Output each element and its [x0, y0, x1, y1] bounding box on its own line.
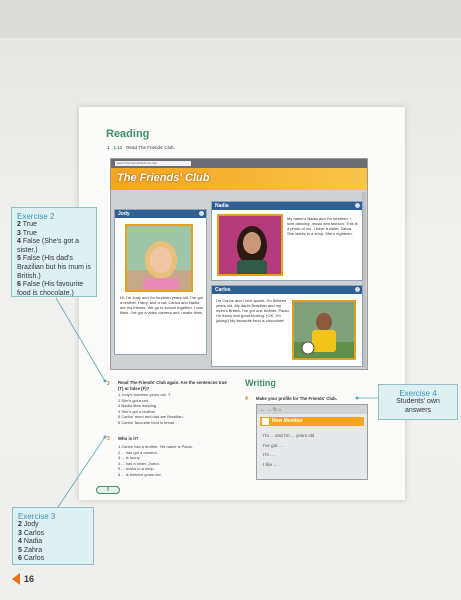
exercise-2-item: 4 She's got a brother. — [118, 408, 156, 414]
jody-text: Hi. I'm Jody and I'm fourteen years old. I've got a brother, Harry, and a cat. Carlos and Nadia are my friends. We go to school together. I love films. I've got a video camera and I make films. — [120, 295, 204, 315]
exercise-3-item: 6 ... is thirteen years old. — [118, 471, 162, 477]
exercise-3-item: 2 ... has got a camera. — [118, 449, 158, 455]
new-member-header — [260, 417, 364, 426]
card-dot-icon — [355, 203, 360, 208]
avatar-icon — [262, 418, 269, 425]
callout-list-exercise-3 — [18, 521, 88, 564]
exercise-2-item: 1 Jody's fourteen years old. T — [118, 392, 171, 397]
answer-callout-exercise-4 — [378, 384, 458, 420]
answer-callout-exercise-2 — [11, 207, 97, 297]
top-strip — [0, 0, 461, 38]
nadia-text: My name's Nadia and I'm fourteen. I love dancing, music and fashion. This is a photo of me. I have a sister, Zahra. She works in a shop. She's eighteen. — [287, 216, 358, 236]
new-member-label: New Member — [272, 418, 303, 424]
card-header-nadia — [212, 202, 362, 210]
browser-bar — [111, 159, 367, 168]
callout-body-exercise-4: Students' own answers — [396, 398, 440, 414]
exercise-3-item: 4 ... has a sister, Zahra. — [118, 460, 160, 466]
exercise-2-item: 2 She's got a pet. — [118, 397, 150, 403]
exercise-2-item: 3 Nadia likes dancing. — [118, 403, 158, 409]
profile-form-lines — [263, 431, 359, 469]
card-header-carlos — [212, 286, 362, 294]
task-1 — [107, 145, 175, 150]
profile-card-nadia — [211, 201, 363, 281]
callout-item: 3 True — [17, 229, 37, 237]
friends-club-website — [110, 158, 368, 370]
callout-item: 3 Carlos — [18, 529, 45, 537]
task-1-number: 1 — [107, 145, 110, 150]
callout-item: 4 Nadia — [18, 538, 43, 546]
exercise-3-instruction: Who is it? — [118, 436, 139, 441]
exercise-4-number: 4 — [245, 396, 248, 402]
card-name-carlos: Carlos — [215, 287, 231, 293]
carlos-photo — [292, 300, 356, 360]
page-number: 16 — [24, 574, 35, 584]
exercise-2-number: 2 — [107, 381, 110, 387]
callout-list-exercise-2 — [17, 221, 91, 298]
callout-item: 2 Jody — [18, 521, 39, 528]
exercise-3-list — [118, 444, 193, 478]
card-name-nadia: Nadia — [215, 203, 229, 209]
exercise-3-item: 1 Carlos has a brother. His name is Paolo. — [118, 444, 193, 449]
exercise-2-list — [118, 392, 184, 426]
task-1-instruction: Read The Friends' Club. — [126, 145, 175, 150]
profile-line[interactable]: I like ... . — [263, 461, 280, 467]
profile-form-window — [256, 404, 368, 480]
callout-item: 6 Carlos — [18, 555, 45, 563]
profile-card-jody — [114, 209, 207, 355]
callout-item: 5 Zahra — [18, 546, 43, 554]
exercise-3-item: 3 ... is funny. — [118, 455, 141, 461]
exercise-3-number: 3 — [107, 436, 110, 442]
exercise-3-item: 5 ... works in a shop. — [118, 466, 155, 472]
callout-title-exercise-4: Exercise 4 — [399, 389, 437, 398]
exercise-2-item: 6 Carlos' favourite food is bread. — [118, 419, 176, 425]
exercise-4-instruction: Make your profile for The Friends' Club. — [256, 396, 338, 401]
callout-item: 4 False (She's got a sister.) — [17, 238, 80, 254]
callout-item: 5 False (His dad's Brazilian but his mum is British.) — [17, 255, 91, 280]
answer-callout-exercise-3 — [12, 507, 94, 565]
callout-title-exercise-3: Exercise 3 — [18, 512, 56, 521]
card-dot-icon — [355, 287, 360, 292]
carlos-text: I'm Carlos and I love sports. I'm thirteen years old. My dad's Brazilian and my mum's British. I've got one brother, Paolo. I'm funny and good-looking. (OK, I'm joking!) My favourite food is chocolate! — [216, 298, 290, 323]
callout-item: 6 False (His favourite food is chocolate.) — [17, 281, 84, 297]
profile-browser-bar — [257, 405, 367, 414]
callout-title-exercise-2: Exercise 2 — [17, 212, 55, 221]
profile-line[interactable]: I'm ... and I'm ... years old. — [263, 433, 316, 438]
profile-line[interactable]: I've got ... . — [263, 442, 285, 448]
card-name-jody: Jody — [118, 211, 130, 217]
jody-photo — [125, 224, 193, 292]
exercise-2-instruction: Read The Friends' Club again. Are the sentences true (T) or false (F)? — [118, 380, 227, 391]
writing-heading: Writing — [245, 378, 276, 388]
page-nav-pill[interactable]: 8 — [96, 486, 120, 494]
card-header-jody — [115, 210, 206, 218]
card-dot-icon — [199, 211, 204, 216]
profile-line[interactable]: I'm ... . — [263, 452, 277, 457]
callout-item: 2 True — [17, 221, 37, 228]
orange-arrow-icon — [12, 573, 20, 585]
site-header — [111, 168, 367, 190]
nadia-photo — [217, 214, 283, 276]
profile-card-carlos — [211, 285, 363, 367]
site-title: The Friends' Club — [117, 172, 210, 184]
audio-track-badge[interactable]: 1.12 — [113, 145, 123, 150]
browser-nav-icons[interactable]: ← → ↻ ⌂ — [260, 406, 282, 413]
url-box: www.TheFriendsClub.net.com — [115, 161, 191, 166]
exercise-2-item: 5 Carlos' mum and dad are Brazilian. — [118, 414, 184, 420]
page-number-block — [12, 573, 34, 585]
reading-heading: Reading — [106, 128, 150, 140]
